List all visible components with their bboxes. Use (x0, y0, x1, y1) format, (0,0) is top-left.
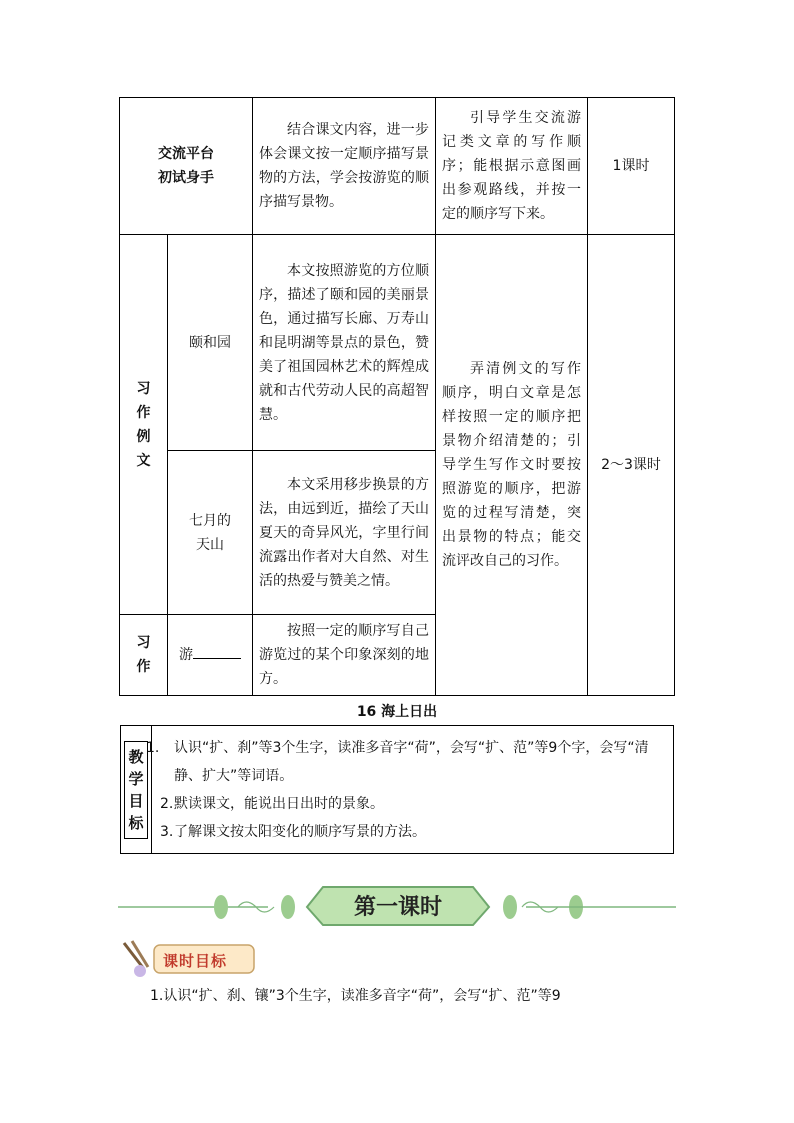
writing-title-text: 游 (179, 647, 193, 663)
writing-title-cell (168, 615, 253, 696)
item-number: 3. (160, 823, 174, 840)
teaching-goals-list (146, 726, 674, 854)
content-cell: 按照一定的顺序写自己游览过的某个印象深刻的地方。 (253, 615, 436, 696)
label-char: 目 (128, 791, 144, 810)
leaf-icon (281, 895, 295, 919)
label-char: 学 (128, 769, 144, 788)
title-line: 天山 (196, 536, 224, 553)
example-group-cell (120, 235, 168, 615)
item-number: 2. (160, 795, 174, 812)
label-char: 标 (128, 813, 144, 832)
paint-pot-icon (134, 965, 146, 977)
section-name-line: 交流平台 (158, 146, 214, 162)
item-text: 了解课文按太阳变化的顺序写景的方法。 (174, 823, 426, 840)
item-text: 认识“扩、刹”等3个生字，读准多音字“荷”，会写“扩、范”等9个字，会写“清静、扩大”等词语。 (174, 739, 649, 784)
title-line: 七月的 (189, 512, 231, 529)
fill-blank-line (193, 644, 241, 659)
writing-group-cell (120, 615, 168, 696)
lesson-title: 16 海上日出 (356, 704, 438, 720)
item-text: 默读课文，能说出日出时的景象。 (174, 795, 384, 812)
leaf-icon (503, 895, 517, 919)
section-name-line: 初试身手 (158, 170, 214, 186)
banner-title: 第一课时 (353, 894, 443, 920)
label-char: 教 (128, 747, 144, 766)
group-char: 作 (136, 659, 151, 675)
unit-plan-table (119, 97, 675, 696)
lesson-banner (118, 883, 676, 929)
teaching-goals-table (120, 725, 674, 854)
list-item (160, 818, 667, 846)
leaf-icon (214, 895, 228, 919)
teaching-goals-label (124, 741, 148, 839)
text-title-cell (168, 451, 253, 615)
hours-cell: 1课时 (588, 98, 675, 235)
text-title-cell: 颐和园 (168, 235, 253, 451)
lesson-goal-line: 1.认识“扩、刹、镶”3个生字，读准多音字“荷”，会写“扩、范”等9 (150, 988, 561, 1004)
item-number: 1. (146, 739, 160, 756)
table-row (120, 98, 675, 235)
table-row (120, 235, 675, 451)
content-cell: 本文采用移步换景的方法，由远到近，描绘了天山夏天的奇异风光，字里行间流露出作者对大自然、对生活的热爱与赞美之情。 (253, 451, 436, 615)
list-item (146, 734, 667, 790)
group-char: 作 (136, 404, 151, 421)
goal-cell: 引导学生交流游记类文章的写作顺序；能根据示意图画出参观路线，并按一定的顺序写下来。 (436, 98, 588, 235)
group-char: 习 (136, 635, 151, 651)
example-goal-cell: 弄清例文的写作顺序，明白文章是怎样按照一定的顺序把景物介绍清楚的；引导学生写作文时要按照游览的顺序，把游览的过程写清楚，突出景物的特点；能交流评改自己的习作。 (436, 235, 588, 696)
group-char: 文 (136, 452, 151, 469)
group-char: 习 (136, 380, 151, 397)
example-hours-cell: 2～3课时 (588, 235, 675, 696)
list-item (160, 790, 667, 818)
section-name-cell (120, 98, 253, 235)
content-cell: 本文按照游览的方位顺序，描述了颐和园的美丽景色，通过描写长廊、万寿山和昆明湖等景点的景色，赞美了祖国园林艺术的辉煌成就和古代劳动人民的高超智慧。 (253, 235, 436, 451)
content-cell: 结合课文内容，进一步体会课文按一定顺序描写景物的方法，学会按游览的顺序描写景物。 (253, 98, 436, 235)
group-char: 例 (136, 428, 151, 445)
badge-label: 课时目标 (163, 952, 228, 970)
